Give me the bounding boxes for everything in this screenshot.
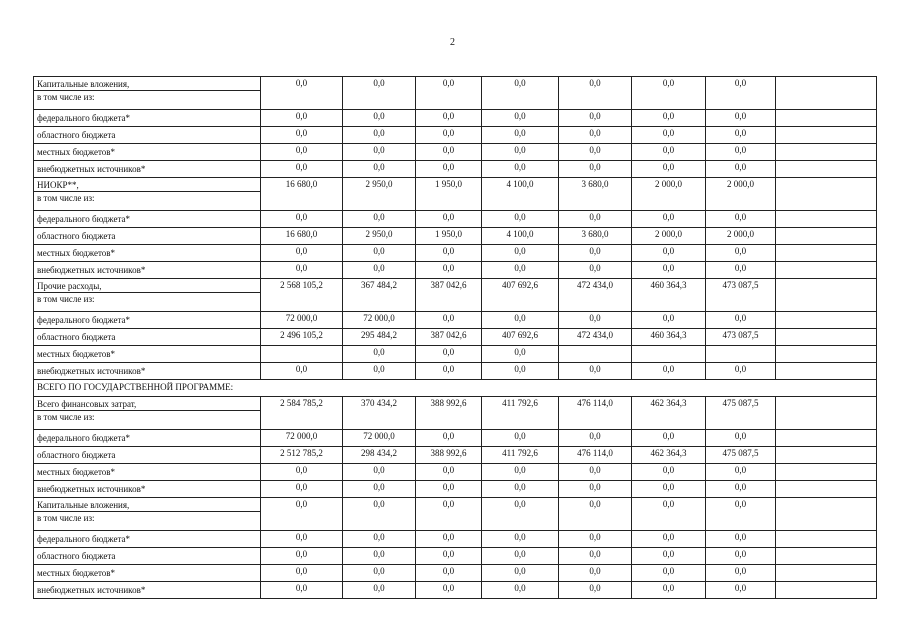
- value-cell: 460 364,3: [632, 279, 706, 312]
- table-row: [34, 228, 877, 245]
- row-label: областного бюджета: [34, 447, 261, 464]
- empty-cell: [776, 397, 877, 430]
- value-cell: 0,0: [343, 464, 416, 481]
- row-label: федерального бюджета*: [34, 531, 261, 548]
- page-number: 2: [450, 37, 455, 48]
- table-row: [34, 245, 877, 262]
- value-cell: 0,0: [416, 245, 482, 262]
- value-cell: 0,0: [482, 582, 559, 599]
- row-label: федерального бюджета*: [34, 211, 261, 228]
- value-cell: 0,0: [559, 430, 632, 447]
- value-cell: 2 568 105,2: [261, 279, 343, 312]
- row-label-line-2: в том числе из:: [37, 92, 95, 102]
- value-cell: 0,0: [416, 565, 482, 582]
- value-cell: 0,0: [482, 110, 559, 127]
- value-cell: [706, 346, 776, 363]
- value-cell: 0,0: [482, 144, 559, 161]
- value-cell: 1 950,0: [416, 178, 482, 211]
- value-cell: 0,0: [706, 77, 776, 110]
- value-cell: 0,0: [343, 110, 416, 127]
- value-cell: 0,0: [416, 548, 482, 565]
- value-cell: 0,0: [343, 498, 416, 531]
- value-cell: 0,0: [482, 498, 559, 531]
- table-row: [34, 531, 877, 548]
- value-cell: 472 434,0: [559, 329, 632, 346]
- value-cell: 0,0: [343, 346, 416, 363]
- value-cell: 0,0: [559, 144, 632, 161]
- value-cell: 462 364,3: [632, 447, 706, 464]
- value-cell: 0,0: [261, 498, 343, 531]
- row-label: федерального бюджета*: [34, 312, 261, 329]
- value-cell: 0,0: [482, 565, 559, 582]
- empty-cell: [776, 346, 877, 363]
- table-row: [34, 312, 877, 329]
- row-label: федерального бюджета*: [34, 430, 261, 447]
- table-row: [34, 548, 877, 565]
- value-cell: 2 584 785,2: [261, 397, 343, 430]
- value-cell: 0,0: [261, 464, 343, 481]
- row-label: местных бюджетов*: [34, 565, 261, 582]
- value-cell: 0,0: [416, 262, 482, 279]
- empty-cell: [776, 582, 877, 599]
- value-cell: 72 000,0: [343, 430, 416, 447]
- value-cell: 0,0: [343, 565, 416, 582]
- row-label-line-2: в том числе из:: [37, 412, 95, 422]
- value-cell: 367 484,2: [343, 279, 416, 312]
- value-cell: 0,0: [706, 531, 776, 548]
- value-cell: 0,0: [416, 531, 482, 548]
- table-row: [34, 211, 877, 228]
- table-row: [34, 363, 877, 380]
- value-cell: 475 087,5: [706, 397, 776, 430]
- row-label: областного бюджета: [34, 228, 261, 245]
- empty-cell: [776, 211, 877, 228]
- empty-cell: [776, 144, 877, 161]
- value-cell: 0,0: [343, 481, 416, 498]
- value-cell: 0,0: [632, 498, 706, 531]
- value-cell: [632, 346, 706, 363]
- value-cell: 1 950,0: [416, 228, 482, 245]
- value-cell: 0,0: [559, 464, 632, 481]
- table-row: [34, 329, 877, 346]
- value-cell: 0,0: [261, 363, 343, 380]
- value-cell: 72 000,0: [261, 312, 343, 329]
- empty-cell: [776, 565, 877, 582]
- table-row: [34, 161, 877, 178]
- value-cell: 0,0: [261, 211, 343, 228]
- value-cell: 2 496 105,2: [261, 329, 343, 346]
- value-cell: 0,0: [261, 481, 343, 498]
- value-cell: 0,0: [416, 211, 482, 228]
- value-cell: 0,0: [343, 363, 416, 380]
- value-cell: 2 000,0: [706, 228, 776, 245]
- value-cell: 475 087,5: [706, 447, 776, 464]
- value-cell: 0,0: [632, 565, 706, 582]
- value-cell: 0,0: [706, 548, 776, 565]
- row-label: внебюджетных источников*: [34, 582, 261, 599]
- value-cell: 2 000,0: [706, 178, 776, 211]
- value-cell: 407 692,6: [482, 279, 559, 312]
- value-cell: 0,0: [261, 245, 343, 262]
- table-row: [34, 346, 877, 363]
- value-cell: 0,0: [261, 565, 343, 582]
- value-cell: 0,0: [706, 127, 776, 144]
- table-row: [34, 178, 877, 211]
- value-cell: 0,0: [706, 464, 776, 481]
- empty-cell: [776, 329, 877, 346]
- row-label: внебюджетных источников*: [34, 262, 261, 279]
- empty-cell: [776, 262, 877, 279]
- value-cell: 0,0: [482, 211, 559, 228]
- value-cell: 0,0: [482, 481, 559, 498]
- empty-cell: [776, 430, 877, 447]
- value-cell: 0,0: [559, 77, 632, 110]
- row-label: областного бюджета: [34, 127, 261, 144]
- row-label: федерального бюджета*: [34, 110, 261, 127]
- row-label: областного бюджета: [34, 329, 261, 346]
- value-cell: 0,0: [343, 127, 416, 144]
- value-cell: 0,0: [559, 245, 632, 262]
- value-cell: 0,0: [559, 161, 632, 178]
- value-cell: 0,0: [706, 144, 776, 161]
- value-cell: 0,0: [632, 127, 706, 144]
- table-row: [34, 127, 877, 144]
- table-row: [34, 144, 877, 161]
- table-row: [34, 565, 877, 582]
- table-row: [34, 77, 877, 110]
- empty-cell: [776, 228, 877, 245]
- empty-cell: [776, 464, 877, 481]
- value-cell: 298 434,2: [343, 447, 416, 464]
- value-cell: 0,0: [416, 481, 482, 498]
- value-cell: 0,0: [632, 245, 706, 262]
- value-cell: 0,0: [416, 346, 482, 363]
- value-cell: 473 087,5: [706, 329, 776, 346]
- row-label-line-1: Прочие расходы,: [34, 279, 260, 293]
- section-title: ВСЕГО ПО ГОСУДАРСТВЕННОЙ ПРОГРАММЕ:: [34, 380, 877, 397]
- empty-cell: [776, 279, 877, 312]
- empty-cell: [776, 548, 877, 565]
- value-cell: 388 992,6: [416, 447, 482, 464]
- value-cell: 473 087,5: [706, 279, 776, 312]
- row-label-line-1: НИОКР**,: [34, 178, 260, 192]
- value-cell: 0,0: [632, 77, 706, 110]
- value-cell: 0,0: [261, 110, 343, 127]
- value-cell: 0,0: [632, 582, 706, 599]
- value-cell: 0,0: [416, 582, 482, 599]
- value-cell: 0,0: [706, 498, 776, 531]
- row-label: [34, 178, 261, 211]
- value-cell: 0,0: [343, 262, 416, 279]
- value-cell: 0,0: [632, 363, 706, 380]
- row-label: внебюджетных источников*: [34, 161, 261, 178]
- table-row: [34, 481, 877, 498]
- empty-cell: [776, 363, 877, 380]
- empty-cell: [776, 77, 877, 110]
- value-cell: 0,0: [416, 127, 482, 144]
- value-cell: 0,0: [559, 481, 632, 498]
- value-cell: 0,0: [482, 77, 559, 110]
- row-label: местных бюджетов*: [34, 464, 261, 481]
- value-cell: 2 950,0: [343, 228, 416, 245]
- value-cell: 411 792,6: [482, 397, 559, 430]
- value-cell: 0,0: [632, 481, 706, 498]
- value-cell: 0,0: [482, 464, 559, 481]
- value-cell: 16 680,0: [261, 228, 343, 245]
- value-cell: 0,0: [559, 127, 632, 144]
- value-cell: 476 114,0: [559, 397, 632, 430]
- value-cell: 0,0: [261, 77, 343, 110]
- empty-cell: [776, 245, 877, 262]
- section-row: [34, 380, 877, 397]
- empty-cell: [776, 481, 877, 498]
- value-cell: 0,0: [482, 262, 559, 279]
- empty-cell: [776, 312, 877, 329]
- value-cell: 472 434,0: [559, 279, 632, 312]
- value-cell: [261, 346, 343, 363]
- row-label-line-2: в том числе из:: [37, 513, 95, 523]
- value-cell: 0,0: [706, 262, 776, 279]
- value-cell: 387 042,6: [416, 279, 482, 312]
- value-cell: 0,0: [343, 161, 416, 178]
- row-label: [34, 397, 261, 430]
- value-cell: 0,0: [632, 211, 706, 228]
- value-cell: 2 000,0: [632, 178, 706, 211]
- row-label: [34, 498, 261, 531]
- row-label: внебюджетных источников*: [34, 481, 261, 498]
- row-label-line-2: в том числе из:: [37, 193, 95, 203]
- row-label-line-1: Всего финансовых затрат,: [34, 397, 260, 411]
- table-row: [34, 447, 877, 464]
- value-cell: 0,0: [482, 346, 559, 363]
- value-cell: 0,0: [482, 127, 559, 144]
- value-cell: 0,0: [261, 262, 343, 279]
- value-cell: 2 000,0: [632, 228, 706, 245]
- value-cell: 0,0: [343, 144, 416, 161]
- value-cell: 0,0: [632, 312, 706, 329]
- row-label-line-1: Капитальные вложения,: [34, 498, 260, 512]
- empty-cell: [776, 498, 877, 531]
- value-cell: 0,0: [416, 363, 482, 380]
- value-cell: 0,0: [706, 565, 776, 582]
- value-cell: 0,0: [416, 161, 482, 178]
- value-cell: 72 000,0: [343, 312, 416, 329]
- value-cell: 0,0: [416, 77, 482, 110]
- value-cell: 0,0: [416, 144, 482, 161]
- row-label-line-2: в том числе из:: [37, 294, 95, 304]
- value-cell: 460 364,3: [632, 329, 706, 346]
- value-cell: 0,0: [706, 245, 776, 262]
- value-cell: 4 100,0: [482, 228, 559, 245]
- empty-cell: [776, 178, 877, 211]
- value-cell: 0,0: [343, 531, 416, 548]
- value-cell: 388 992,6: [416, 397, 482, 430]
- value-cell: 387 042,6: [416, 329, 482, 346]
- value-cell: 462 364,3: [632, 397, 706, 430]
- value-cell: 0,0: [706, 211, 776, 228]
- value-cell: 0,0: [706, 582, 776, 599]
- value-cell: 0,0: [632, 430, 706, 447]
- value-cell: 0,0: [559, 211, 632, 228]
- value-cell: 476 114,0: [559, 447, 632, 464]
- table-row: [34, 498, 877, 531]
- table-row: [34, 464, 877, 481]
- empty-cell: [776, 531, 877, 548]
- value-cell: 0,0: [343, 582, 416, 599]
- value-cell: 0,0: [261, 161, 343, 178]
- value-cell: 0,0: [559, 363, 632, 380]
- value-cell: 0,0: [261, 144, 343, 161]
- value-cell: 0,0: [482, 245, 559, 262]
- empty-cell: [776, 161, 877, 178]
- value-cell: 295 484,2: [343, 329, 416, 346]
- value-cell: 0,0: [343, 245, 416, 262]
- value-cell: 0,0: [416, 430, 482, 447]
- value-cell: 0,0: [559, 312, 632, 329]
- row-label: внебюджетных источников*: [34, 363, 261, 380]
- row-label-line-1: Капитальные вложения,: [34, 77, 260, 91]
- table-row: [34, 110, 877, 127]
- table-row: [34, 397, 877, 430]
- value-cell: 0,0: [482, 312, 559, 329]
- table-row: [34, 582, 877, 599]
- value-cell: 0,0: [632, 531, 706, 548]
- empty-cell: [776, 127, 877, 144]
- value-cell: 0,0: [706, 110, 776, 127]
- empty-cell: [776, 447, 877, 464]
- value-cell: 4 100,0: [482, 178, 559, 211]
- value-cell: 0,0: [706, 161, 776, 178]
- value-cell: 0,0: [706, 312, 776, 329]
- value-cell: 0,0: [706, 481, 776, 498]
- value-cell: 2 512 785,2: [261, 447, 343, 464]
- financing-table: [33, 76, 877, 599]
- table-row: [34, 279, 877, 312]
- value-cell: 3 680,0: [559, 228, 632, 245]
- value-cell: 0,0: [343, 548, 416, 565]
- value-cell: 0,0: [559, 498, 632, 531]
- value-cell: 0,0: [416, 464, 482, 481]
- row-label: областного бюджета: [34, 548, 261, 565]
- value-cell: 0,0: [632, 110, 706, 127]
- value-cell: 72 000,0: [261, 430, 343, 447]
- value-cell: 0,0: [482, 430, 559, 447]
- row-label: местных бюджетов*: [34, 245, 261, 262]
- value-cell: 0,0: [559, 262, 632, 279]
- value-cell: 370 434,2: [343, 397, 416, 430]
- value-cell: 0,0: [559, 110, 632, 127]
- row-label: [34, 77, 261, 110]
- value-cell: 0,0: [632, 144, 706, 161]
- value-cell: 0,0: [706, 363, 776, 380]
- value-cell: 3 680,0: [559, 178, 632, 211]
- value-cell: 0,0: [482, 548, 559, 565]
- value-cell: 0,0: [416, 110, 482, 127]
- row-label: [34, 279, 261, 312]
- value-cell: 0,0: [482, 161, 559, 178]
- value-cell: 0,0: [482, 363, 559, 380]
- value-cell: 0,0: [261, 582, 343, 599]
- value-cell: 0,0: [261, 127, 343, 144]
- row-label: местных бюджетов*: [34, 346, 261, 363]
- value-cell: 0,0: [559, 531, 632, 548]
- value-cell: 0,0: [261, 548, 343, 565]
- value-cell: 0,0: [706, 430, 776, 447]
- row-label: местных бюджетов*: [34, 144, 261, 161]
- empty-cell: [776, 110, 877, 127]
- value-cell: 0,0: [416, 498, 482, 531]
- value-cell: 0,0: [343, 77, 416, 110]
- value-cell: 0,0: [559, 582, 632, 599]
- value-cell: 0,0: [632, 464, 706, 481]
- value-cell: 0,0: [559, 548, 632, 565]
- table-row: [34, 262, 877, 279]
- value-cell: 16 680,0: [261, 178, 343, 211]
- value-cell: 407 692,6: [482, 329, 559, 346]
- value-cell: 0,0: [416, 312, 482, 329]
- value-cell: 0,0: [482, 531, 559, 548]
- value-cell: 411 792,6: [482, 447, 559, 464]
- value-cell: 0,0: [343, 211, 416, 228]
- value-cell: 0,0: [261, 531, 343, 548]
- value-cell: 0,0: [632, 548, 706, 565]
- value-cell: 0,0: [559, 565, 632, 582]
- value-cell: 0,0: [632, 262, 706, 279]
- value-cell: 0,0: [632, 161, 706, 178]
- table-row: [34, 430, 877, 447]
- value-cell: [559, 346, 632, 363]
- value-cell: 2 950,0: [343, 178, 416, 211]
